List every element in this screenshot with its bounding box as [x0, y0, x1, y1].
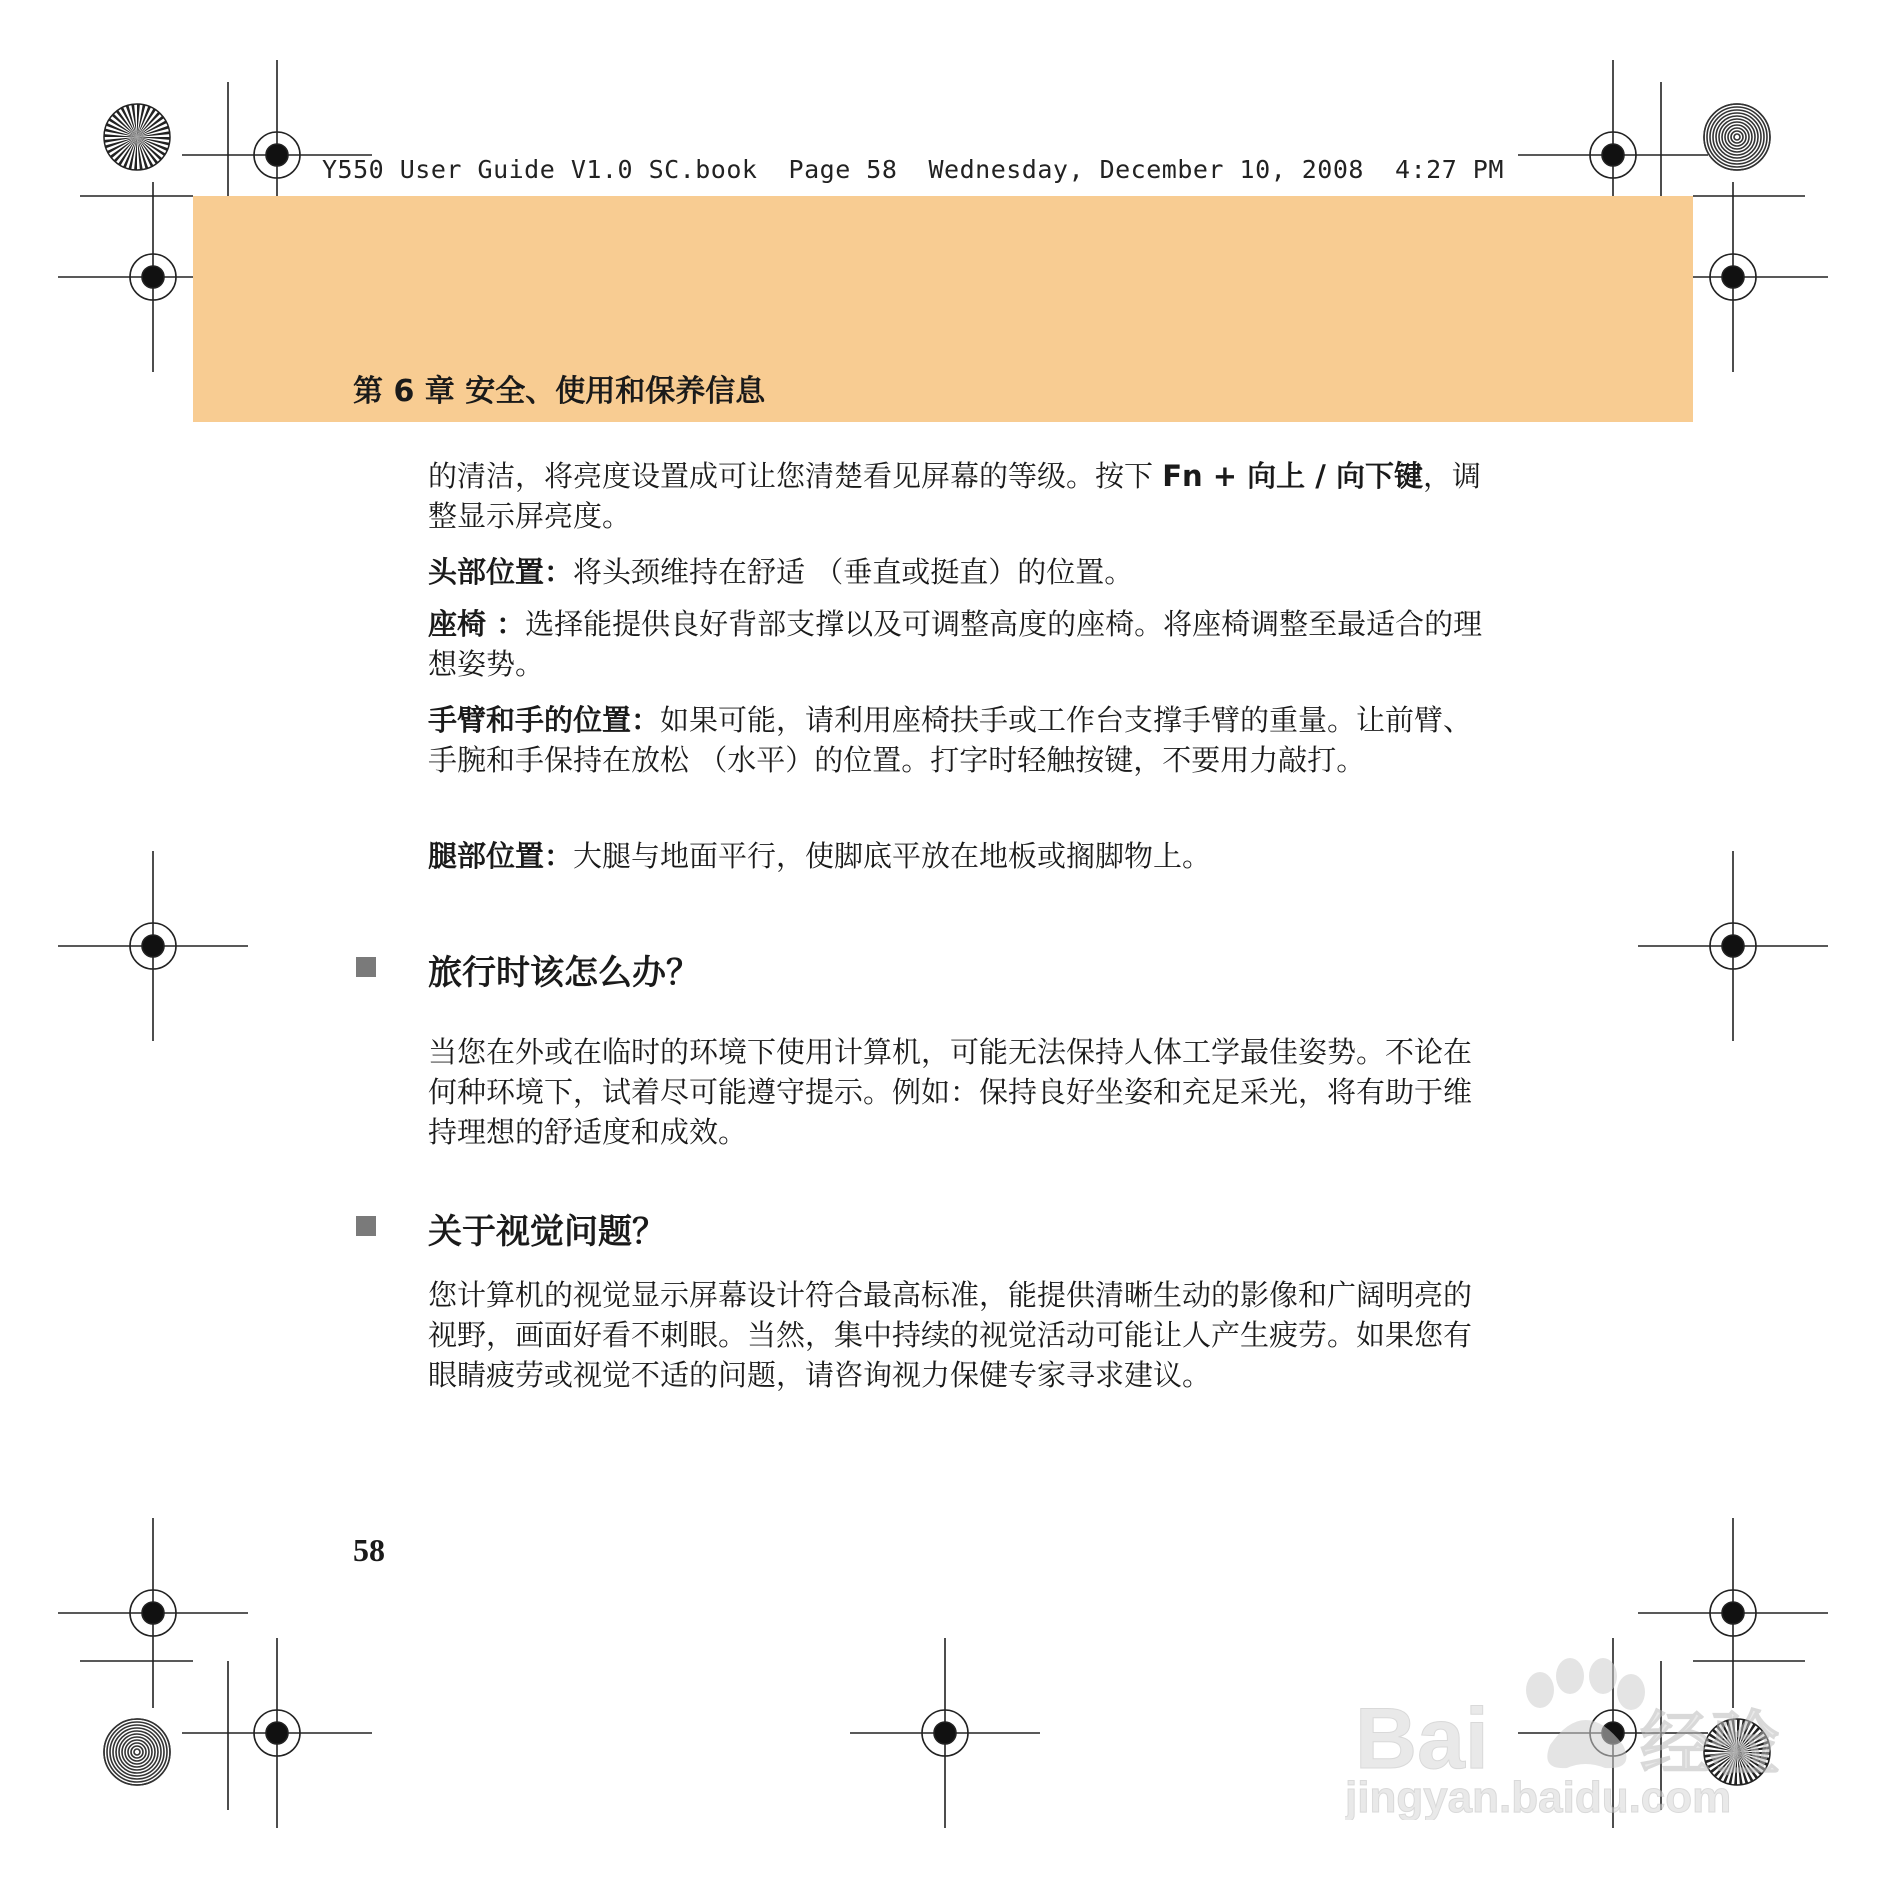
chair-text: 选择能提供良好背部支撑以及可调整高度的座椅。将座椅调整至最适合的理想姿势。	[428, 607, 1483, 681]
paragraph-arm	[428, 700, 1490, 780]
para1-end: ，调整显示屏亮度。	[428, 459, 1481, 533]
key-combo: Fn + 向上 / 向下键	[1162, 459, 1423, 493]
arm-text: 如果可能，请利用座椅扶手或工作台支撑手臂的重量。让前臂、手腕和手保持在放松 （水平）的位置。打字时轻触按键，不要用力敲打。	[428, 703, 1473, 777]
para1-text: 的清洁，将亮度设置成可让您清楚看见屏幕的等级。按下	[428, 459, 1163, 493]
paragraph-head	[428, 552, 1490, 592]
arm-label: 手臂和手的位置：	[428, 703, 661, 737]
chair-label: 座椅 ：	[428, 607, 526, 641]
leg-label: 腿部位置：	[428, 839, 574, 873]
section-heading-vision: 关于视觉问题？	[428, 1212, 666, 1252]
paragraph-travel	[428, 1032, 1490, 1152]
concentric-target-icon	[1704, 104, 1770, 170]
watermark-brand-cn: 经验	[1640, 1703, 1780, 1785]
page-number: 58	[353, 1532, 385, 1568]
paragraph-vision	[428, 1275, 1490, 1395]
paw-icon	[1345, 1650, 1785, 1820]
leg-text: 大腿与地面平行，使脚底平放在地板或搁脚物上。	[573, 839, 1212, 873]
starburst-target-icon	[104, 104, 170, 170]
crosshair-mark-icon	[182, 1638, 372, 1828]
section-heading-travel: 旅行时该怎么办？	[428, 953, 700, 993]
crosshair-mark-icon	[850, 1638, 1040, 1828]
crosshair-mark-icon	[1638, 851, 1828, 1041]
crosshair-mark-icon	[58, 1518, 248, 1708]
chapter-title: 第 6 章 安全、使用和保养信息	[353, 374, 766, 409]
baidu-watermark-logo	[1345, 1650, 1785, 1824]
vision-text: 您计算机的视觉显示屏幕设计符合最高标准，能提供清晰生动的影像和广阔明亮的视野，画面好看不刺眼。当然，集中持续的视觉活动可能让人产生疲劳。如果您有眼睛疲劳或视觉不适的问题，请咨询视力保健专家寻求建议。	[428, 1278, 1473, 1392]
book-slug-line: Y550 User Guide V1.0 SC.book Page 58 Wednesday, December 10, 2008 4:27 PM	[322, 155, 1504, 184]
concentric-target-icon	[104, 1719, 170, 1785]
watermark-url: jingyan.baidu.com	[1345, 1773, 1732, 1820]
section-bullet-icon	[356, 957, 376, 977]
head-text: 将头颈维持在舒适 （垂直或挺直）的位置。	[573, 555, 1134, 589]
section-bullet-icon	[356, 1216, 376, 1236]
paragraph-brightness	[428, 456, 1490, 536]
travel-text: 当您在外或在临时的环境下使用计算机，可能无法保持人体工学最佳姿势。不论在何种环境下，试着尽可能遵守提示。例如：保持良好坐姿和充足采光，将有助于维持理想的舒适度和成效。	[428, 1035, 1473, 1149]
head-label: 头部位置：	[428, 555, 574, 589]
paragraph-leg	[428, 836, 1490, 876]
paragraph-chair	[428, 604, 1490, 684]
watermark-brand: Bai	[1355, 1691, 1489, 1787]
crosshair-mark-icon	[58, 851, 248, 1041]
